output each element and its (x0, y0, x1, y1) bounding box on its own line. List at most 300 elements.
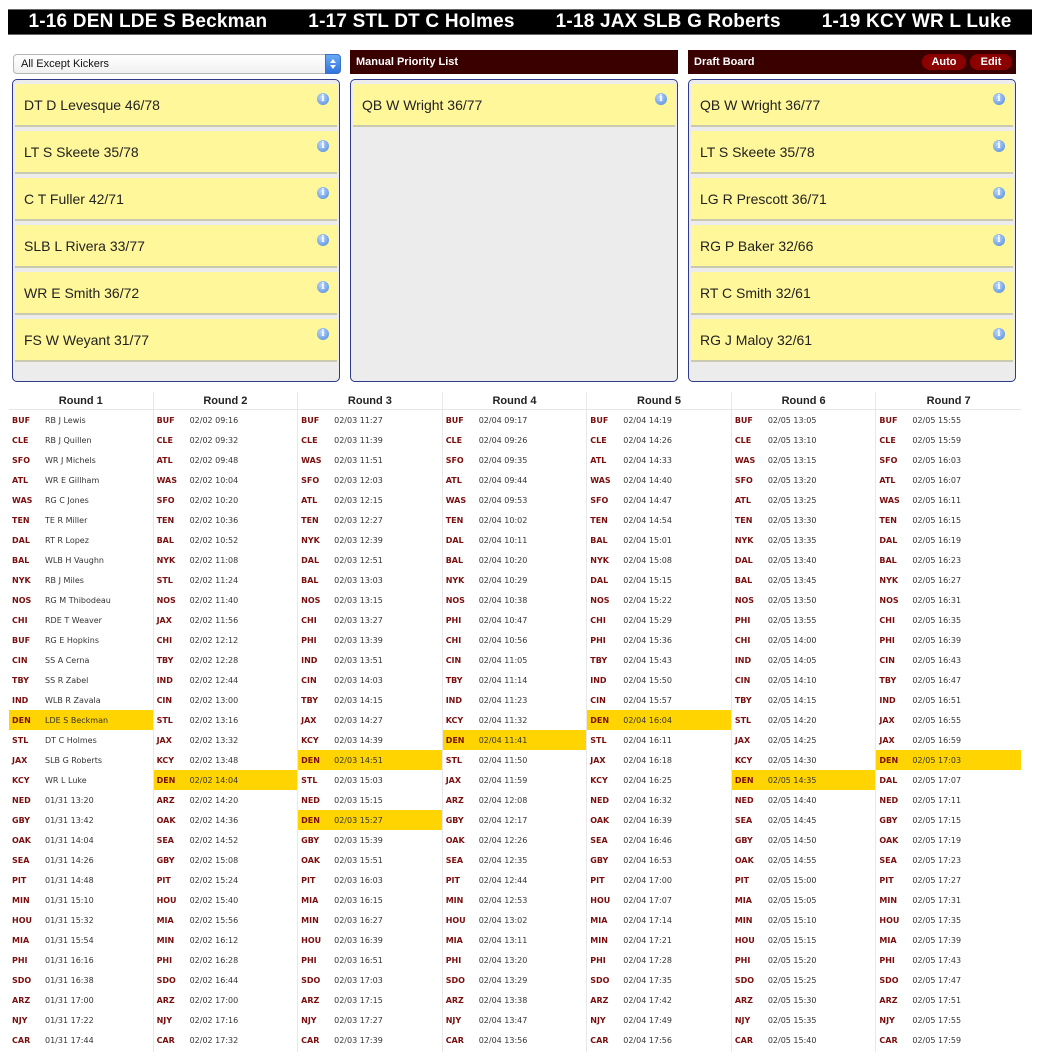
pick-value: 02/05 15:10 (767, 915, 817, 925)
pick-team: SFO (879, 455, 898, 465)
pick-row (443, 750, 587, 770)
pick-row (298, 910, 442, 930)
pick-value: 02/02 09:48 (189, 455, 239, 465)
pick-team: CIN (879, 655, 895, 665)
pick-row (298, 570, 442, 590)
pick-value: 02/04 09:26 (478, 435, 528, 445)
pick-team: MIN (156, 935, 175, 945)
pick-row (443, 490, 587, 510)
pick-team: TBY (590, 655, 608, 665)
pick-value: 02/04 10:29 (478, 575, 528, 585)
pick-row (9, 690, 153, 710)
pick-team: NYK (879, 575, 899, 585)
pick-team: SFO (590, 495, 609, 505)
pick-row (587, 930, 731, 950)
pick-value: 01/31 15:54 (45, 935, 94, 945)
pick-team: ARZ (734, 995, 753, 1005)
pick-row (587, 810, 731, 830)
pick-row (443, 590, 587, 610)
pick-row (587, 910, 731, 930)
info-icon[interactable]: i (317, 140, 329, 152)
pick-row (154, 810, 298, 830)
pick-team: ATL (301, 495, 318, 505)
pick-row (876, 850, 1021, 870)
pick-value: 02/02 13:32 (189, 735, 239, 745)
pick-row (298, 790, 442, 810)
pick-team: PHI (445, 955, 462, 965)
pick-value: 02/05 13:55 (767, 615, 817, 625)
pick-team: BAL (156, 535, 174, 545)
pick-team: KCY (734, 755, 753, 765)
info-icon[interactable]: i (317, 328, 329, 340)
pick-row (732, 910, 876, 930)
pick-value: 02/02 10:20 (189, 495, 239, 505)
info-icon[interactable]: i (317, 281, 329, 293)
pick-team: HOU (590, 895, 611, 905)
pick-row (298, 830, 442, 850)
info-icon[interactable]: i (993, 328, 1005, 340)
round-column (443, 392, 588, 1052)
pick-team: SEA (12, 855, 30, 865)
pick-row (587, 730, 731, 750)
available-player-card[interactable] (15, 178, 337, 221)
available-player-card[interactable] (15, 225, 337, 268)
pick-team: HOU (301, 935, 322, 945)
pick-team: JAX (734, 735, 751, 745)
pick-row (298, 770, 442, 790)
info-icon[interactable]: i (993, 93, 1005, 105)
pick-team: PHI (734, 955, 751, 965)
pick-team: CHI (445, 635, 462, 645)
pick-team: MIA (12, 935, 30, 945)
pick-row (443, 910, 587, 930)
pick-team: TEN (301, 515, 319, 525)
pick-team: IND (12, 695, 29, 705)
pick-row (443, 630, 587, 650)
pick-row (9, 610, 153, 630)
pick-team: CIN (301, 675, 317, 685)
info-icon[interactable]: i (317, 234, 329, 246)
pick-team: ATL (445, 475, 462, 485)
pick-row (876, 950, 1021, 970)
draft-rounds-grid (9, 392, 1021, 1052)
pick-row (587, 690, 731, 710)
pick-row (443, 710, 587, 730)
pick-row (154, 790, 298, 810)
pick-value: 02/05 13:35 (767, 535, 817, 545)
pick-value: 02/04 13:11 (478, 935, 528, 945)
ticker-pick: 1-19 KCY WR L Luke (821, 11, 1012, 32)
pick-row (732, 650, 876, 670)
pick-row (876, 930, 1021, 950)
pick-row (876, 550, 1021, 570)
pick-value: 02/04 15:29 (623, 615, 672, 625)
pick-team: BUF (12, 635, 31, 645)
pick-row (298, 470, 442, 490)
pick-value: 02/03 15:51 (334, 855, 383, 865)
info-icon[interactable]: i (317, 93, 329, 105)
pick-team: ARZ (445, 995, 464, 1005)
pick-value: 02/05 14:35 (767, 775, 817, 785)
pick-team: PHI (301, 635, 317, 645)
pick-row (9, 550, 153, 570)
pick-value: 02/05 14:45 (767, 815, 817, 825)
pick-row (9, 590, 153, 610)
pick-team: CIN (12, 655, 28, 665)
position-filter-select[interactable] (13, 54, 341, 74)
pick-row (154, 710, 298, 730)
pick-row (154, 470, 298, 490)
info-icon[interactable]: i (993, 187, 1005, 199)
pick-row (876, 510, 1021, 530)
pick-value: 02/05 17:23 (912, 855, 962, 865)
pick-row (732, 590, 876, 610)
available-player-card[interactable] (15, 131, 337, 174)
pick-team: CHI (879, 615, 895, 625)
pick-row (443, 530, 587, 550)
pick-value: 02/05 16:51 (912, 695, 962, 705)
pick-team: PHI (445, 615, 462, 625)
pick-team: ARZ (301, 995, 320, 1005)
pick-value: 02/03 17:03 (334, 975, 383, 985)
pick-row (587, 470, 731, 490)
pick-row (298, 890, 442, 910)
pick-team: ARZ (879, 995, 898, 1005)
pick-value: 02/05 16:39 (912, 635, 962, 645)
round-column (876, 392, 1021, 1052)
pick-row (154, 730, 298, 750)
pick-team: CAR (879, 1035, 898, 1045)
pick-row (876, 1030, 1021, 1050)
pick-value: 02/05 15:40 (767, 1035, 817, 1045)
pick-value: 02/04 13:20 (478, 955, 528, 965)
pick-team: CHI (12, 615, 28, 625)
pick-value: 02/05 14:15 (767, 695, 817, 705)
available-player-card[interactable] (15, 319, 337, 362)
pick-row (298, 690, 442, 710)
pick-value: 02/04 09:44 (478, 475, 528, 485)
pick-row (298, 490, 442, 510)
pick-team: BUF (12, 415, 31, 425)
pick-team: BUF (301, 415, 320, 425)
pick-row (587, 490, 731, 510)
pick-team: PIT (590, 875, 605, 885)
pick-team: SFO (12, 455, 31, 465)
ticker-pick: 1-16 DEN LDE S Beckman (28, 11, 268, 32)
pick-row (732, 990, 876, 1010)
pick-row (876, 830, 1021, 850)
pick-row (587, 950, 731, 970)
pick-row (587, 830, 731, 850)
pick-value: 02/05 14:00 (767, 635, 817, 645)
available-players-list[interactable] (12, 79, 340, 382)
pick-value: 02/02 17:00 (189, 995, 239, 1005)
pick-value: 02/05 16:55 (912, 715, 962, 725)
pick-team: MIA (445, 935, 463, 945)
pick-row (154, 410, 298, 430)
pick-row (443, 730, 587, 750)
info-icon[interactable]: i (655, 93, 667, 105)
pick-row (154, 870, 298, 890)
pick-row (154, 490, 298, 510)
round-title: Round 1 (9, 392, 153, 410)
pick-team: ATL (12, 475, 29, 485)
pick-value: 02/04 10:47 (478, 615, 528, 625)
pick-team: STL (445, 755, 463, 765)
pick-team: JAX (879, 715, 895, 725)
pick-row (298, 710, 442, 730)
pick-row (876, 730, 1021, 750)
pick-team: MIN (590, 935, 608, 945)
pick-team: MIN (301, 915, 319, 925)
pick-team: PHI (590, 635, 606, 645)
pick-team: HOU (734, 935, 755, 945)
pick-team: CLE (879, 435, 896, 445)
pick-row (298, 630, 442, 650)
pick-row (298, 410, 442, 430)
pick-value: 02/04 11:50 (478, 755, 528, 765)
pick-value: 02/04 11:23 (478, 695, 528, 705)
pick-team: NOS (879, 595, 899, 605)
pick-team: OAK (301, 855, 321, 865)
pick-team: PHI (301, 955, 317, 965)
pick-team: NYK (301, 535, 320, 545)
priority-player-card[interactable] (353, 84, 675, 127)
pick-team: CLE (156, 435, 173, 445)
pick-row (732, 810, 876, 830)
pick-row (876, 490, 1021, 510)
manual-priority-list[interactable] (350, 79, 678, 382)
pick-value: 02/03 17:39 (334, 1035, 383, 1045)
pick-team: HOU (12, 915, 32, 925)
pick-row (154, 570, 298, 590)
pick-team: IND (301, 655, 318, 665)
pick-team: DAL (879, 775, 898, 785)
pick-team: GBY (590, 855, 609, 865)
pick-value: 02/02 17:32 (189, 1035, 239, 1045)
pick-team: PIT (12, 875, 27, 885)
pick-row (876, 530, 1021, 550)
pick-row (587, 430, 731, 450)
pick-value: 02/05 17:51 (912, 995, 962, 1005)
pick-team: PIT (445, 875, 460, 885)
pick-team: MIN (12, 895, 30, 905)
info-icon[interactable]: i (993, 140, 1005, 152)
pick-team: DEN (156, 775, 176, 785)
pick-value: 02/05 13:10 (767, 435, 817, 445)
pick-team: NED (301, 795, 320, 805)
pick-team: JAX (590, 755, 606, 765)
pick-team: ARZ (12, 995, 31, 1005)
pick-value: 02/04 14:54 (623, 515, 672, 525)
edit-button[interactable]: Edit (970, 54, 1012, 70)
pick-value: 02/05 16:07 (912, 475, 962, 485)
pick-team: CHI (156, 635, 173, 645)
player-label: SLB L Rivera 33/77 (24, 238, 145, 254)
round-title: Round 5 (587, 392, 731, 410)
auto-button[interactable]: Auto (922, 54, 966, 70)
pick-value: 01/31 14:04 (45, 835, 94, 845)
pick-value: 02/04 13:29 (478, 975, 528, 985)
pick-value: 02/04 10:11 (478, 535, 528, 545)
pick-row (732, 770, 876, 790)
pick-row (154, 930, 298, 950)
pick-row (443, 670, 587, 690)
round-column (732, 392, 877, 1052)
info-icon[interactable]: i (317, 187, 329, 199)
pick-row (9, 570, 153, 590)
pick-value: 02/04 09:35 (478, 455, 528, 465)
pick-row (732, 790, 876, 810)
info-icon[interactable]: i (993, 234, 1005, 246)
pick-value: 02/05 13:30 (767, 515, 817, 525)
pick-row (443, 550, 587, 570)
pick-team: GBY (445, 815, 464, 825)
pick-value: 02/03 16:03 (334, 875, 383, 885)
pick-row (443, 970, 587, 990)
pick-value: 02/05 17:31 (912, 895, 962, 905)
pick-row (9, 770, 153, 790)
pick-team: SFO (301, 475, 320, 485)
pick-team: CAR (590, 1035, 609, 1045)
pick-row (9, 410, 153, 430)
pick-value: 02/05 16:35 (912, 615, 962, 625)
pick-value: 02/04 17:00 (623, 875, 672, 885)
pick-value: 02/04 11:32 (478, 715, 528, 725)
draft-board-list[interactable] (688, 79, 1016, 382)
round-column (9, 392, 154, 1052)
pick-value: 02/03 12:15 (334, 495, 383, 505)
board-player-card[interactable] (691, 84, 1013, 127)
pick-value: 01/31 16:38 (45, 975, 94, 985)
pick-row (876, 690, 1021, 710)
recent-picks-ticker (8, 9, 1032, 35)
pick-team: TBY (445, 675, 463, 685)
pick-value: 02/05 17:15 (912, 815, 962, 825)
pick-row (732, 570, 876, 590)
pick-value: 02/05 17:35 (912, 915, 962, 925)
available-player-card[interactable] (15, 272, 337, 315)
pick-row (154, 1010, 298, 1030)
pick-row (443, 850, 587, 870)
pick-row (298, 730, 442, 750)
pick-value: 02/04 16:11 (623, 735, 672, 745)
pick-value: 02/03 12:39 (334, 535, 383, 545)
pick-team: ATL (590, 455, 607, 465)
pick-row (154, 450, 298, 470)
pick-value: 02/04 12:53 (478, 895, 528, 905)
pick-value: 02/04 17:35 (623, 975, 672, 985)
pick-row (9, 470, 153, 490)
pick-row (9, 1030, 153, 1050)
pick-value: 02/05 17:43 (912, 955, 962, 965)
pick-row (876, 710, 1021, 730)
pick-value: 02/04 13:56 (478, 1035, 528, 1045)
board-player-card[interactable] (691, 272, 1013, 315)
pick-value: 02/05 15:35 (767, 1015, 817, 1025)
pick-row (443, 430, 587, 450)
pick-row (298, 1030, 442, 1050)
pick-row (9, 630, 153, 650)
pick-value: RB J Miles (45, 575, 84, 585)
pick-row (876, 450, 1021, 470)
pick-row (9, 1010, 153, 1030)
pick-value: 02/02 10:52 (189, 535, 239, 545)
pick-row (732, 430, 876, 450)
pick-row (443, 790, 587, 810)
pick-team: CHI (301, 615, 317, 625)
pick-value: 02/04 11:14 (478, 675, 528, 685)
pick-value: 01/31 17:44 (45, 1035, 94, 1045)
pick-row (876, 470, 1021, 490)
pick-team: DEN (301, 755, 320, 765)
pick-team: CHI (590, 615, 606, 625)
pick-value: 02/02 14:20 (189, 795, 239, 805)
pick-value: 02/05 16:11 (912, 495, 962, 505)
pick-team: CAR (734, 1035, 754, 1045)
board-player-card[interactable] (691, 178, 1013, 221)
pick-value: 02/05 14:25 (767, 735, 817, 745)
board-player-card[interactable] (691, 225, 1013, 268)
pick-value: 02/05 15:05 (767, 895, 817, 905)
pick-row (732, 510, 876, 530)
pick-row (9, 750, 153, 770)
pick-row (587, 750, 731, 770)
pick-team: TBY (156, 655, 174, 665)
pick-value: 02/04 09:53 (478, 495, 528, 505)
pick-team: PHI (879, 635, 895, 645)
pick-team: PIT (156, 875, 171, 885)
pick-row (154, 610, 298, 630)
pick-row (154, 690, 298, 710)
info-icon[interactable]: i (993, 281, 1005, 293)
pick-value: 02/04 12:26 (478, 835, 528, 845)
pick-row (443, 690, 587, 710)
pick-value: 02/05 15:20 (767, 955, 817, 965)
player-label: LT S Skeete 35/78 (24, 144, 139, 160)
pick-row (732, 930, 876, 950)
round-title: Round 2 (154, 392, 298, 410)
pick-value: 02/02 13:00 (189, 695, 239, 705)
pick-team: IND (734, 655, 752, 665)
pick-row (876, 650, 1021, 670)
pick-team: ARZ (590, 995, 609, 1005)
pick-team: NOS (590, 595, 610, 605)
pick-team: PHI (879, 955, 895, 965)
pick-team: TEN (445, 515, 464, 525)
pick-value: 02/03 11:39 (334, 435, 383, 445)
pick-row (443, 510, 587, 530)
pick-team: TEN (734, 515, 753, 525)
available-player-card[interactable] (15, 84, 337, 127)
pick-value: SS A Cerna (45, 655, 90, 665)
pick-value: 02/02 10:04 (189, 475, 239, 485)
pick-value: 02/05 17:55 (912, 1015, 962, 1025)
pick-row (298, 750, 442, 770)
pick-row (876, 590, 1021, 610)
pick-value: 02/04 13:02 (478, 915, 528, 925)
board-player-card[interactable] (691, 131, 1013, 174)
pick-value: 02/05 13:20 (767, 475, 817, 485)
pick-row (732, 690, 876, 710)
pick-value: 02/05 16:43 (912, 655, 962, 665)
pick-team: ARZ (156, 795, 175, 805)
board-player-card[interactable] (691, 319, 1013, 362)
pick-team: IND (590, 675, 607, 685)
pick-row (732, 870, 876, 890)
pick-row (876, 610, 1021, 630)
pick-team: MIA (590, 915, 608, 925)
